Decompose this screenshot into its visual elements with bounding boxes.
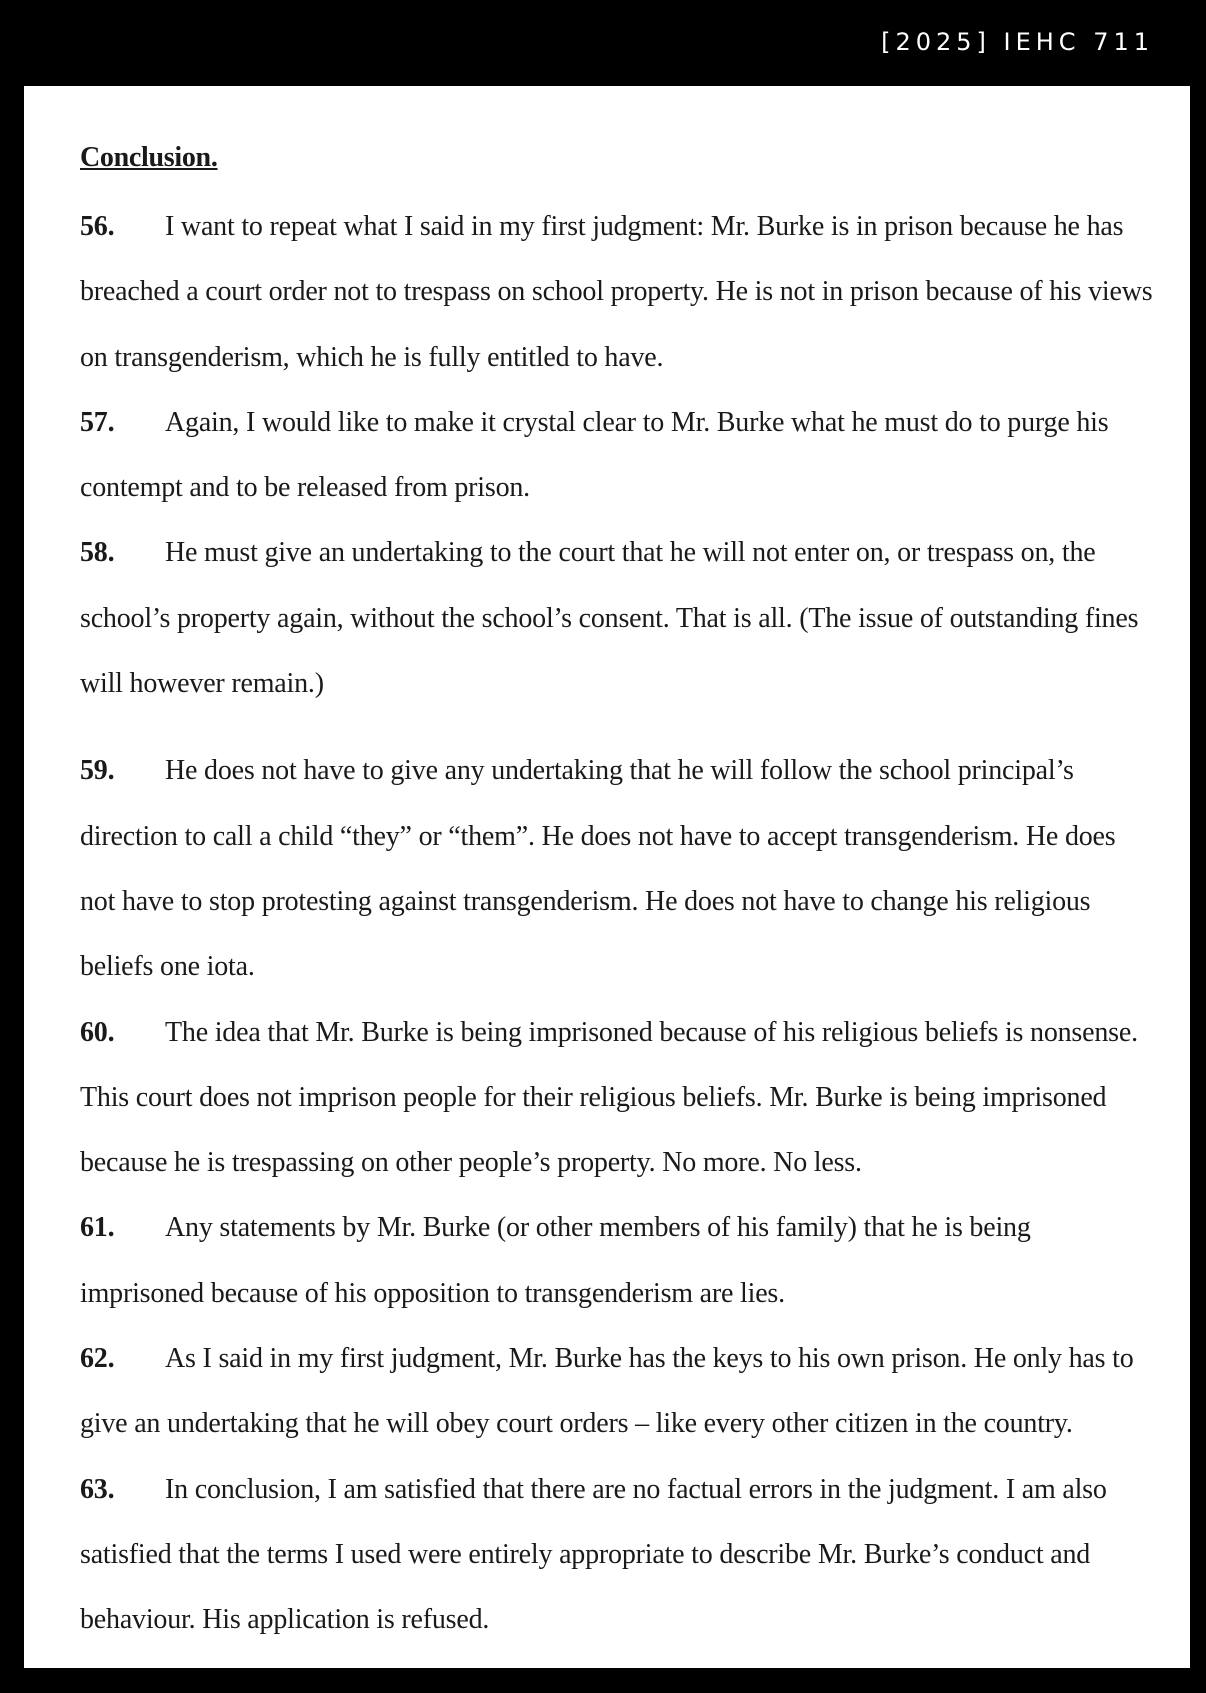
paragraph-text: I want to repeat what I said in my first judgment: Mr. Burke is in prison because he has breached a court order not to trespass on school property. He is not in prison because of his views on transgenderism, which he is fully entitled to have.	[80, 211, 1153, 373]
paragraph-58	[80, 520, 1154, 716]
paragraph-text: He does not have to give any undertaking that he will follow the school principal’s direction to call a child “they” or “them”. He does not have to accept transgenderism. He does not have to stop protesting against transgenderism. He does not have to change his religious beliefs one iota.	[80, 755, 1116, 983]
paragraph-number: 61.	[80, 1212, 115, 1244]
paragraph-61	[80, 1195, 1154, 1326]
section-heading: Conclusion.	[80, 142, 218, 173]
paragraph-60	[80, 1000, 1154, 1196]
paragraph-number: 60.	[80, 1016, 115, 1048]
paragraph-text: As I said in my first judgment, Mr. Burke has the keys to his own prison. He only has to give an undertaking that he will obey court orders – like every other citizen in the country.	[80, 1343, 1134, 1440]
paragraph-text: In conclusion, I am satisfied that there are no factual errors in the judgment. I am also satisfied that the terms I used were entirely appropriate to describe Mr. Burke’s conduct and behaviour. His application is refused.	[80, 1473, 1107, 1636]
paragraph-number: 62.	[80, 1343, 115, 1375]
case-citation: [2025] IEHC 711	[881, 28, 1154, 56]
paragraph-57	[80, 390, 1154, 521]
paragraph-number: 63.	[80, 1473, 115, 1505]
paragraph-number: 57.	[80, 406, 115, 438]
paragraph-59	[80, 738, 1154, 999]
judgment-page	[24, 86, 1190, 1668]
paragraph-63	[80, 1457, 1154, 1653]
paragraph-text: Any statements by Mr. Burke (or other members of his family) that he is being imprisoned because of his opposition to transgenderism are lies.	[80, 1212, 1031, 1309]
paragraph-56	[80, 194, 1154, 390]
paragraph-text: He must give an undertaking to the court that he will not enter on, or trespass on, the school’s property again, without the school’s consent. That is all. (The issue of outstanding fines will however remain.)	[80, 537, 1139, 700]
paragraph-text: Again, I would like to make it crystal clear to Mr. Burke what he must do to purge his contempt and to be released from prison.	[80, 406, 1109, 504]
paragraph-62	[80, 1326, 1154, 1457]
paragraph-number: 56.	[80, 211, 115, 242]
paragraph-text: The idea that Mr. Burke is being imprisoned because of his religious beliefs is nonsense. This court does not imprison people for their religious beliefs. Mr. Burke is being imprisoned because he is trespassing on other people’s property. No more. No less.	[80, 1016, 1138, 1179]
paragraph-number: 58.	[80, 537, 115, 569]
paragraph-number: 59.	[80, 755, 115, 787]
